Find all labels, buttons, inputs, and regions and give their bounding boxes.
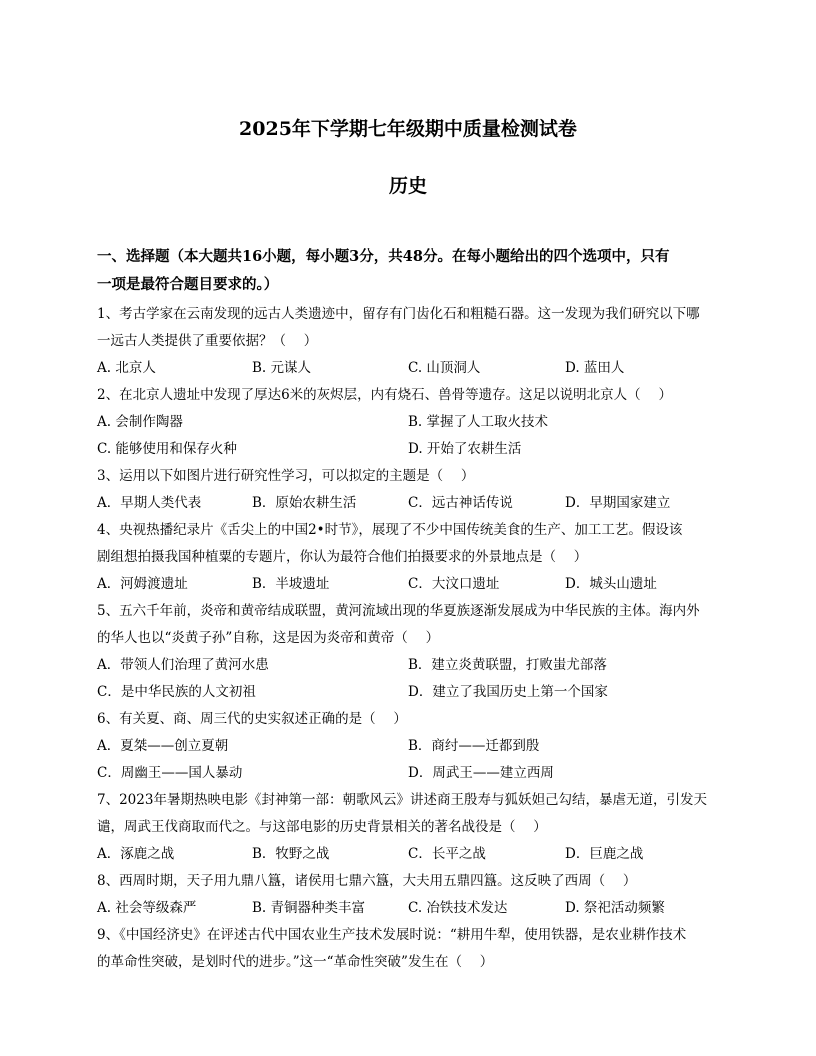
question-3-option-b: B．原始农耕生活 [252, 495, 357, 511]
question-6-option-a: A．夏桀——创立夏朝 [97, 738, 229, 754]
question-5-line-1: 5、五六千年前，炎帝和黄帝结成联盟，黄河流域出现的华夏族逐渐发展成为中华民族的主体。海内外 [97, 603, 700, 619]
question-4-line-1: 4、央视热播纪录片《舌尖上的中国2•时节》，展现了不少中国传统美食的生产、加工工艺。假设该 [97, 522, 683, 538]
question-4-option-a: A．河姆渡遗址 [97, 576, 188, 592]
question-1-option-b: B. 元谋人 [252, 360, 312, 376]
question-4-option-d: D．城头山遗址 [565, 576, 657, 592]
question-4-option-c: C．大汶口遗址 [408, 576, 500, 592]
question-1-option-a: A. 北京人 [97, 360, 156, 376]
section-heading-line-1: 一、选择题（本大题共16小题，每小题3分，共48分。在每小题给出的四个选项中，只有 [97, 248, 670, 265]
question-1-line-1: 1、考古学家在云南发现的远古人类遗迹中，留存有门齿化石和粗糙石器。这一发现为我们研究以下哪 [97, 306, 700, 322]
question-7-option-a: A．涿鹿之战 [97, 846, 175, 862]
question-6-option-c: C．周幽王——国人暴动 [97, 765, 243, 781]
question-6-option-b: B．商纣——迁都到殷 [408, 738, 540, 754]
subject-title: 历史 [388, 175, 427, 197]
question-5-line-2: 的华人也以“炎黄子孙”自称，这是因为炎帝和黄帝（ ） [97, 630, 440, 646]
question-5-option-a: A．带领人们治理了黄河水患 [97, 657, 269, 673]
question-9-line-2: 的革命性突破，是划时代的进步。”这一“革命性突破”发生在（ ） [97, 954, 494, 970]
question-8-option-b: B. 青铜器种类丰富 [252, 900, 366, 916]
question-4-line-2: 剧组想拍摄我国种植粟的专题片，你认为最符合他们拍摄要求的外景地点是（ ） [97, 549, 588, 565]
question-3-option-d: D．早期国家建立 [565, 495, 671, 511]
question-8-line-1: 8、西周时期，天子用九鼎八簋，诸侯用七鼎六簋，大夫用五鼎四簋。这反映了西周（ ） [97, 873, 637, 889]
question-7-line-2: 谴，周武王伐商取而代之。与这部电影的历史背景相关的著名战役是（ ） [97, 819, 547, 835]
question-6-line-1: 6、有关夏、商、周三代的史实叙述正确的是（ ） [97, 711, 407, 727]
question-3-option-a: A．早期人类代表 [97, 495, 202, 511]
question-1-option-d: D. 蓝田人 [565, 360, 625, 376]
question-1-option-c: C. 山顶洞人 [408, 360, 481, 376]
question-8-option-d: D. 祭祀活动频繁 [565, 900, 665, 916]
question-7-option-d: D．巨鹿之战 [565, 846, 644, 862]
question-3-option-c: C．远古神话传说 [408, 495, 513, 511]
question-7-option-b: B．牧野之战 [252, 846, 330, 862]
question-2-option-a: A. 会制作陶器 [97, 414, 183, 430]
question-7-option-c: C．长平之战 [408, 846, 486, 862]
question-8-option-c: C. 冶铁技术发达 [408, 900, 508, 916]
section-heading-line-2: 一项是最符合题目要求的。） [97, 276, 279, 293]
question-2-line-1: 2、在北京人遗址中发现了厚达6米的灰烬层，内有烧石、兽骨等遗存。这足以说明北京人（ ） [97, 387, 672, 403]
question-7-line-1: 7、2023年暑期热映电影《封神第一部：朝歌风云》讲述商王殷寿与狐妖妲己勾结，暴虐无道，引发天 [97, 792, 707, 808]
question-2-option-c: C. 能够使用和保存火种 [97, 441, 237, 457]
question-1-line-2: 一远古人类提供了重要依据？（ ） [97, 333, 318, 349]
question-2-option-d: D. 开始了农耕生活 [408, 441, 522, 457]
question-9-line-1: 9、《中国经济史》在评述古代中国农业生产技术发展时说：“耕用牛犁，使用铁器，是农业耕作技术 [97, 927, 687, 943]
question-5-option-b: B．建立炎黄联盟，打败蚩尤部落 [408, 657, 607, 673]
question-3-line-1: 3、运用以下如图片进行研究性学习，可以拟定的主题是（ ） [97, 468, 475, 484]
exam-title: 2025年下学期七年级期中质量检测试卷 [239, 118, 577, 140]
question-8-option-a: A. 社会等级森严 [97, 900, 197, 916]
question-4-option-b: B．半坡遗址 [252, 576, 330, 592]
question-6-option-d: D．周武王——建立西周 [408, 765, 554, 781]
question-5-option-d: D．建立了我国历史上第一个国家 [408, 684, 608, 700]
question-5-option-c: C．是中华民族的人文初祖 [97, 684, 256, 700]
question-2-option-b: B. 掌握了人工取火技术 [408, 414, 549, 430]
